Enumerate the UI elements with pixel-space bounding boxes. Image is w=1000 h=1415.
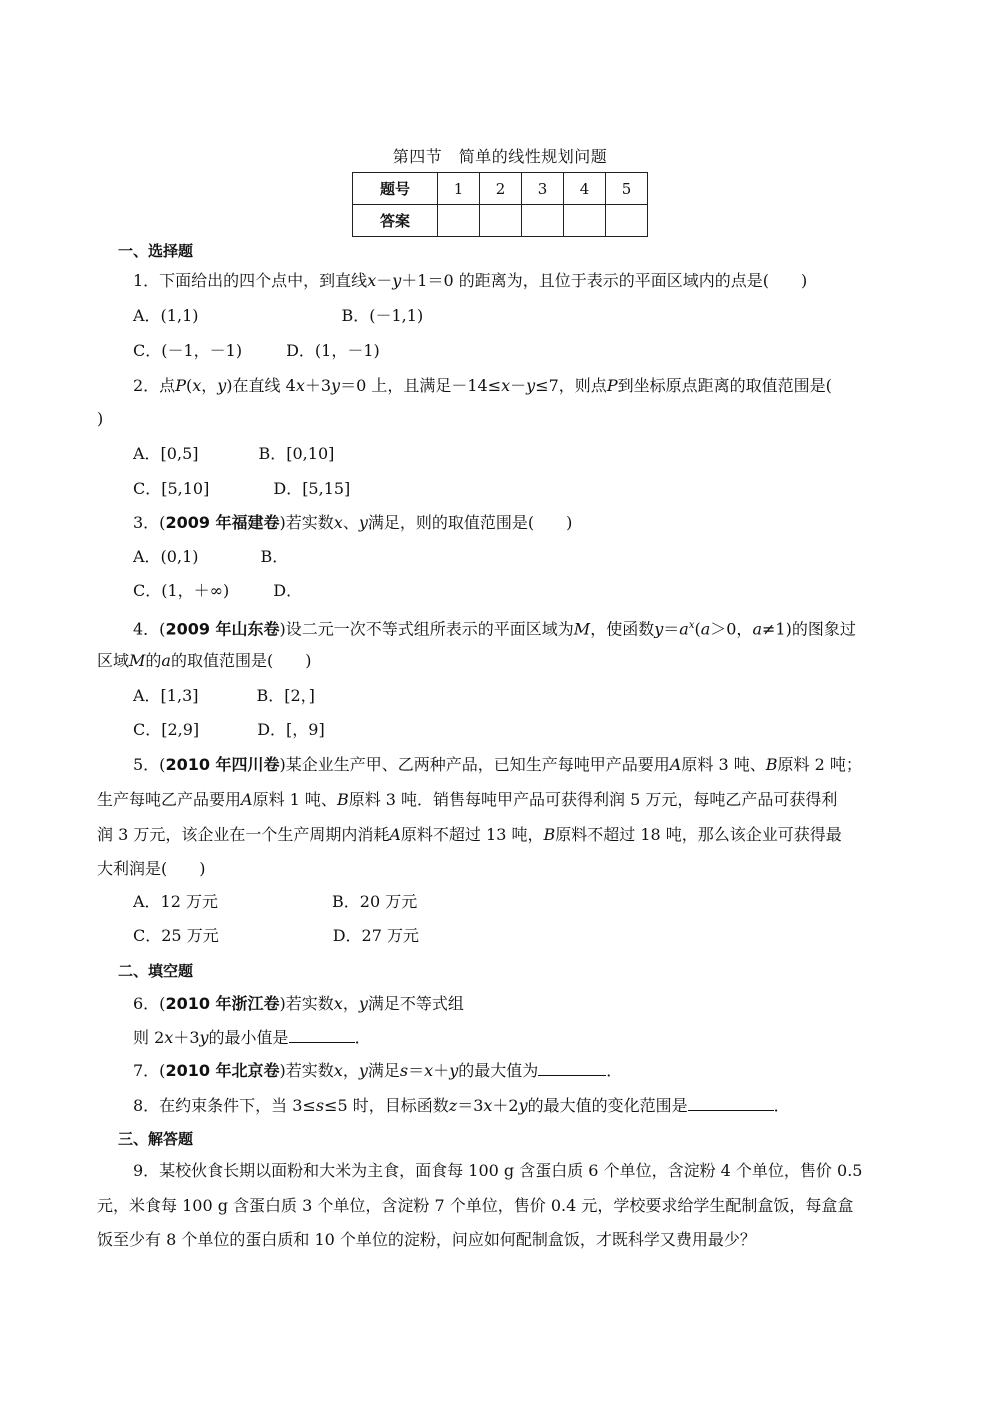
question-9-stem-line3: 饭至少有 8 个单位的蛋白质和 10 个单位的淀粉，问应如何配制盒饭，才既科学又费用最少？: [97, 1230, 756, 1249]
question-number-cell: 3: [522, 173, 564, 205]
question-2-options-row2: [133, 478, 350, 500]
section-heading-fill: 二、填空题: [118, 962, 194, 980]
answer-label: 答案: [353, 205, 438, 237]
question-number-cell: 2: [480, 173, 522, 205]
option-c: C．(1，＋∞): [133, 581, 230, 600]
question-number-label: 题号: [353, 173, 438, 205]
question-9-stem-line1: 9．某校伙食长期以面粉和大米为主食，面食每 100 g 含蛋白质 6 个单位，含淀粉 4 个单位，售价 0.5: [133, 1161, 863, 1180]
question-6-stem: 6．(2010 年浙江卷)若实数x，y满足不等式组: [133, 994, 464, 1013]
question-2-stem-continued: ): [97, 409, 104, 428]
option-b: B．[0,10]: [258, 444, 335, 463]
option-d: D．27 万元: [332, 926, 419, 945]
source-label: 2010 年四川卷: [165, 755, 280, 774]
option-c: C．[5,10]: [133, 479, 210, 498]
option-d: D．[5,15]: [273, 479, 351, 498]
question-4-stem-continued: 区域M的a的取值范围是( ): [97, 651, 312, 670]
answer-table-header-row: [353, 173, 648, 205]
source-label: 2010 年北京卷: [165, 1061, 280, 1080]
question-3-options-row1: [133, 546, 288, 568]
question-5-stem-line4: 大利润是( ): [97, 859, 206, 878]
question-3-options-row2: [133, 580, 302, 602]
question-5-stem-line3: 润 3 万元，该企业在一个生产周期内消耗A原料不超过 13 吨，B原料不超过 18 吨，那么该企业可获得最: [97, 825, 842, 844]
option-d: D．[，9]: [257, 720, 325, 739]
answer-cell[interactable]: [606, 205, 648, 237]
question-2-stem: 2．点P(x，y)在直线 4x＋3y＝0 上，且满足－14≤x－y≤7，则点P到坐标原点距离的取值范围是(: [133, 376, 832, 395]
question-number-cell: 5: [606, 173, 648, 205]
answer-cell[interactable]: [438, 205, 480, 237]
question-5-options-row2: [133, 925, 419, 947]
question-1-options-row2: [133, 340, 380, 362]
page-title: 第四节 简单的线性规划问题: [392, 147, 608, 166]
answer-blank[interactable]: [688, 1094, 774, 1111]
question-4-options-row1: [133, 685, 315, 707]
question-9-stem-line2: 元，米食每 100 g 含蛋白质 3 个单位，含淀粉 7 个单位，售价 0.4 元，学校要求给学生配制盒饭，每盒盒: [97, 1196, 854, 1215]
source-label: 2009 年福建卷: [165, 513, 280, 532]
option-a: A．(0,1): [133, 547, 199, 566]
question-2-options-row1: [133, 443, 334, 465]
section-heading-choice: 一、选择题: [118, 242, 194, 260]
answer-cell[interactable]: [522, 205, 564, 237]
option-b: B．[2，]: [256, 686, 315, 705]
option-d: D．: [273, 581, 303, 600]
question-4-stem: 4．(2009 年山东卷)设二元一次不等式组所表示的平面区域为M，使函数$y=a^x(a>0$，a≠1)的图象过: [133, 619, 856, 639]
question-3-stem: 3．(2009 年福建卷)若实数x、y满足，则的取值范围是( ): [133, 513, 573, 532]
option-b: B．: [260, 547, 289, 566]
question-number-cell: 4: [564, 173, 606, 205]
question-6-stem-continued: 则 2x＋3y的最小值是 ．: [133, 1028, 371, 1047]
question-5-options-row1: [133, 891, 417, 913]
question-number-cell: 1: [438, 173, 480, 205]
answer-table: [352, 172, 648, 237]
question-4-options-row2: [133, 719, 325, 741]
question-5-stem-line2: 生产每吨乙产品要用A原料 1 吨、B原料 3 吨．销售每吨甲产品可获得利润 5 万元，每吨乙产品可获得利: [97, 790, 838, 809]
source-label: 2009 年山东卷: [165, 619, 280, 639]
option-a: A．(1,1): [133, 306, 199, 325]
option-c: C．25 万元: [133, 926, 219, 945]
question-7-stem: 7．(2010 年北京卷)若实数x，y满足s＝x＋y的最大值为 ．: [133, 1061, 623, 1080]
answer-blank[interactable]: [289, 1026, 355, 1043]
question-8-stem: 8．在约束条件下，当 3≤s≤5 时，目标函数z＝3x＋2y的最大值的变化范围是 ．: [133, 1096, 790, 1115]
question-1-options-row1: [133, 305, 423, 327]
option-a: A．[0,5]: [133, 444, 199, 463]
option-c: C．(－1，－1): [133, 341, 243, 360]
answer-cell[interactable]: [480, 205, 522, 237]
option-b: B．(－1,1): [341, 306, 424, 325]
option-c: C．[2,9]: [133, 720, 200, 739]
option-a: A．12 万元: [133, 892, 219, 911]
answer-cell[interactable]: [564, 205, 606, 237]
option-b: B．20 万元: [332, 892, 418, 911]
question-1-stem: 1．下面给出的四个点中，到直线x－y＋1＝0 的距离为，且位于表示的平面区域内的点是( ): [133, 271, 808, 290]
question-5-stem-line1: 5．(2010 年四川卷)某企业生产甲、乙两种产品，已知生产每吨甲产品要用A原料 3 吨、B原料 2 吨；: [133, 755, 862, 774]
answer-blank[interactable]: [538, 1059, 606, 1076]
answer-table-answer-row: [353, 205, 648, 237]
option-d: D．(1，－1): [286, 341, 380, 360]
source-label: 2010 年浙江卷: [165, 994, 280, 1013]
section-heading-solve: 三、解答题: [118, 1130, 194, 1148]
option-a: A．[1,3]: [133, 686, 199, 705]
